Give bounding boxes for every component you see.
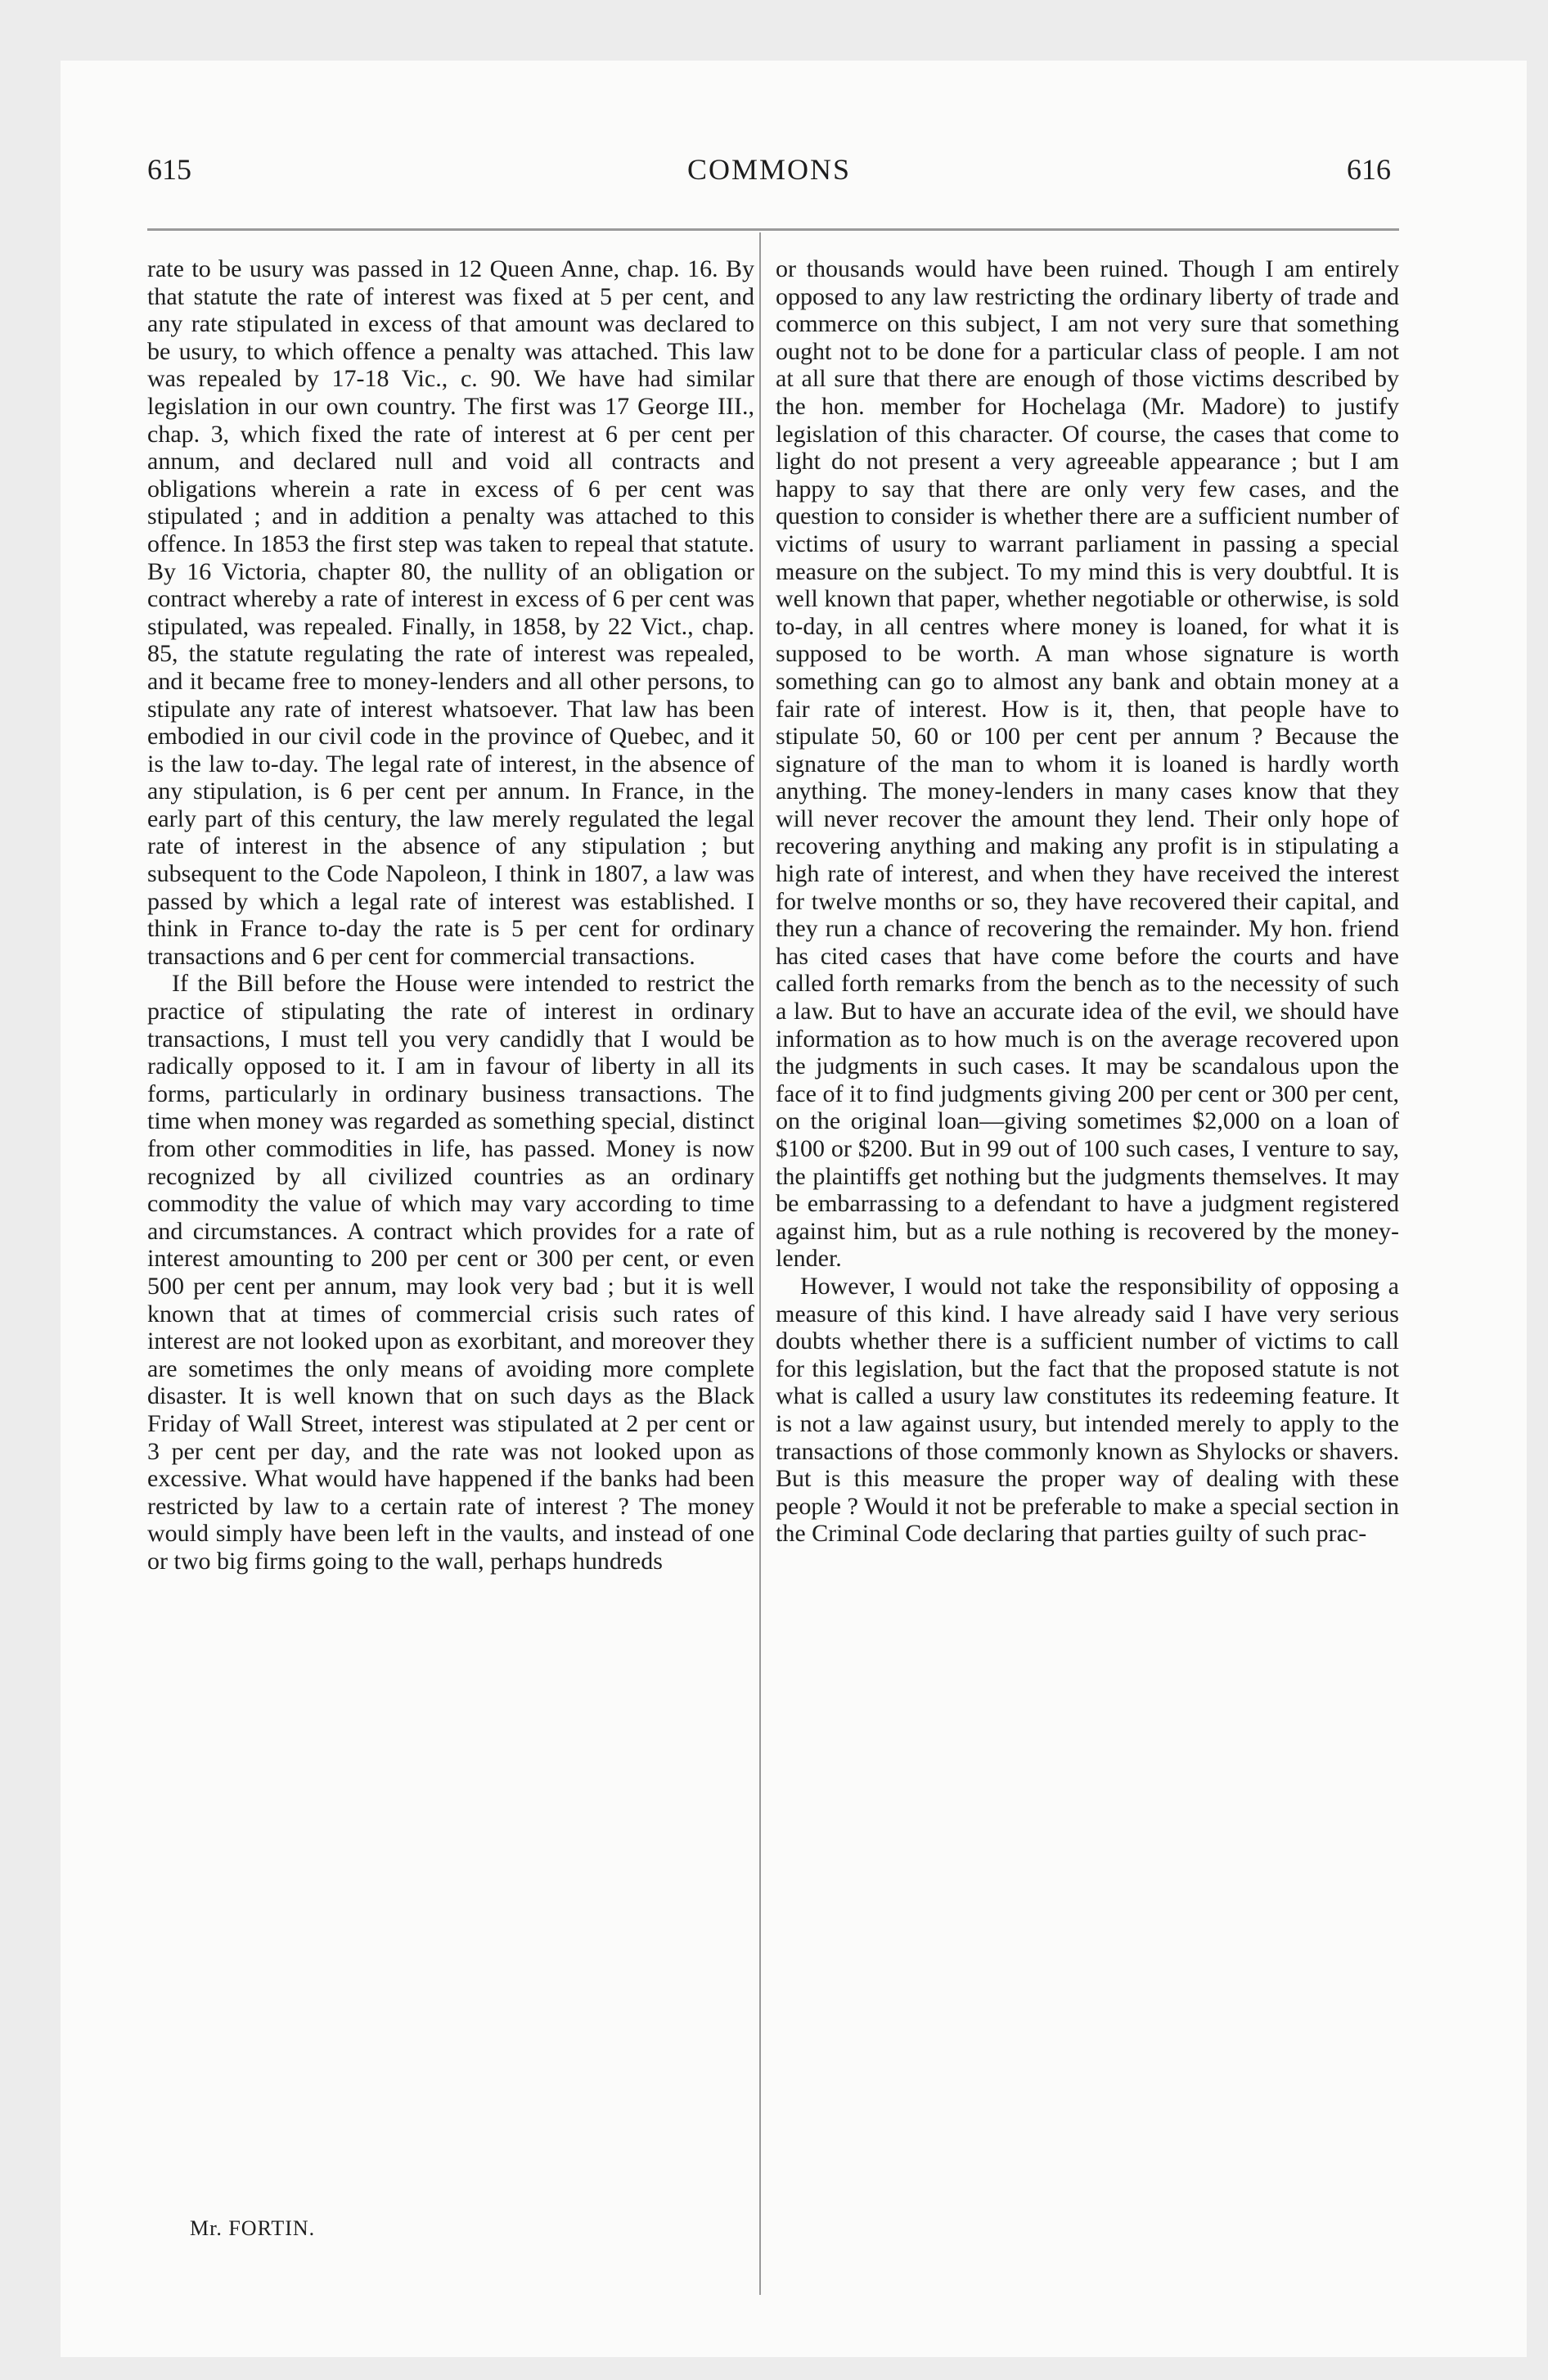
page-header <box>147 152 1391 201</box>
header-rule <box>147 228 1399 231</box>
left-page-number: 615 <box>147 153 191 186</box>
left-paragraph-2: If the Bill before the House were intended to restrict the practice of stipulating the rate of interest in ordinary transactions, I must tell you very candidly that I would be radically opposed to it. I am in favour of liberty in all its forms, particularly in ordinary business transactions. The time when money was regarded as something special, distinct from other commodities in life, has passed. Money is now recognized by all civilized countries as an ordinary commodity the value of which may vary according to time and circumstances. A contract which provides for a rate of interest amounting to 200 per cent or 300 per cent, or even 500 per cent per annum, may look very bad ; but it is well known that at times of commercial crisis such rates of interest are not looked upon as exorbitant, and moreover they are sometimes the only means of avoiding more complete disaster. It is well known that on such days as the Black Friday of Wall Street, interest was stipulated at 2 per cent or 3 per cent per day, and the rate was not looked upon as excessive. What would have happened if the banks had been restricted by law to a certain rate of interest ? The money would simply have been left in the vaults, and instead of one or two big firms going to the wall, perhaps hundreds <box>147 970 754 1575</box>
right-column <box>776 255 1399 1548</box>
right-paragraph-2: However, I would not take the responsibility of opposing a measure of this kind. I have already said I have very serious doubts whether there is a sufficient number of victims to call for this legislation, but the fact that the proposed statute is not what is called a usury law constitutes its redeeming feature. It is not a law against usury, but intended merely to apply to the transactions of those commonly known as Shylocks or shavers. But is this measure the proper way of dealing with these people ? Would it not be preferable to make a special section in the Criminal Code declaring that parties guilty of such prac- <box>776 1272 1399 1548</box>
left-paragraph-1: rate to be usury was passed in 12 Queen Anne, chap. 16. By that statute the rate of interest was fixed at 5 per cent, and any rate stipulated in excess of that amount was declared to be usury, to which offence a penalty was attached. This law was repealed by 17-18 Vic., c. 90. We have had similar legislation in our own country. The first was 17 George III., chap. 3, which fixed the rate of interest at 6 per cent per annum, and declared null and void all contracts and obligations wherein a rate in excess of 6 per cent was stipulated ; and in addition a penalty was attached to this offence. In 1853 the first step was taken to repeal that statute. By 16 Victoria, chapter 80, the nullity of an obligation or contract whereby a rate of interest in excess of 6 per cent was stipulated, was repealed. Finally, in 1858, by 22 Vict., chap. 85, the statute regulating the rate of interest was repealed, and it became free to money-lenders and all other persons, to stipulate any rate of interest whatsoever. That law has been embodied in our civil code in the province of Quebec, and it is the law to-day. The legal rate of interest, in the absence of any stipulation, is 6 per cent per annum. In France, in the early part of this century, the law merely regulated the legal rate of interest in the absence of any stipulation ; but subsequent to the Code Napoleon, I think in 1807, a law was passed by which a legal rate of interest was established. I think in France to-day the rate is 5 per cent for ordinary transactions and 6 per cent for commercial transactions. <box>147 255 754 970</box>
page-title: COMMONS <box>686 153 852 186</box>
right-page-number: 616 <box>1347 153 1391 186</box>
right-paragraph-1: or thousands would have been ruined. Though I am entirely opposed to any law restricting the ordinary liberty of trade and commerce on this subject, I am not very sure that something ought not to be done for a particular class of people. I am not at all sure that there are enough of those victims described by the hon. member for Hochelaga (Mr. Madore) to justify legislation of this character. Of course, the cases that come to light do not present a very agreeable appearance ; but I am happy to say that there are only very few cases, and the question to consider is whether there are a sufficient number of victims of usury to warrant parliament in passing a special measure on the subject. To my mind this is very doubtful. It is well known that paper, whether negotiable or otherwise, is sold to-day, in all centres where money is loaned, for what it is supposed to be worth. A man whose signature is worth something can go to almost any bank and obtain money at a fair rate of interest. How is it, then, that people have to stipulate 50, 60 or 100 per cent per annum ? Because the signature of the man to whom it is loaned is hardly worth anything. The money-lenders in many cases know that they will never recover the amount they lend. Their only hope of recovering anything and making any profit is in stipulating a high rate of interest, and when they have received the interest for twelve months or so, they have recovered their capital, and they run a chance of recovering the remainder. My hon. friend has cited cases that have come before the courts and have called forth remarks from the bench as to the necessity of such a law. But to have an accurate idea of the evil, we should have information as to how much is on the average recovered upon the judgments in such cases. It may be scandalous upon the face of it to find judgments giving 200 per cent or 300 per cent, on the original loan—giving sometimes $2,000 on a loan of $100 or $200. But in 99 out of 100 such cases, I venture to say, the plaintiffs get nothing but the judgments themselves. It may be embarrassing to a defendant to have a judgment registered against him, but as a rule nothing is recovered by the money-lender. <box>776 255 1399 1273</box>
left-column <box>147 255 754 1575</box>
speaker-signature: Mr. FORTIN. <box>190 2216 316 2240</box>
column-divider <box>759 232 761 2295</box>
